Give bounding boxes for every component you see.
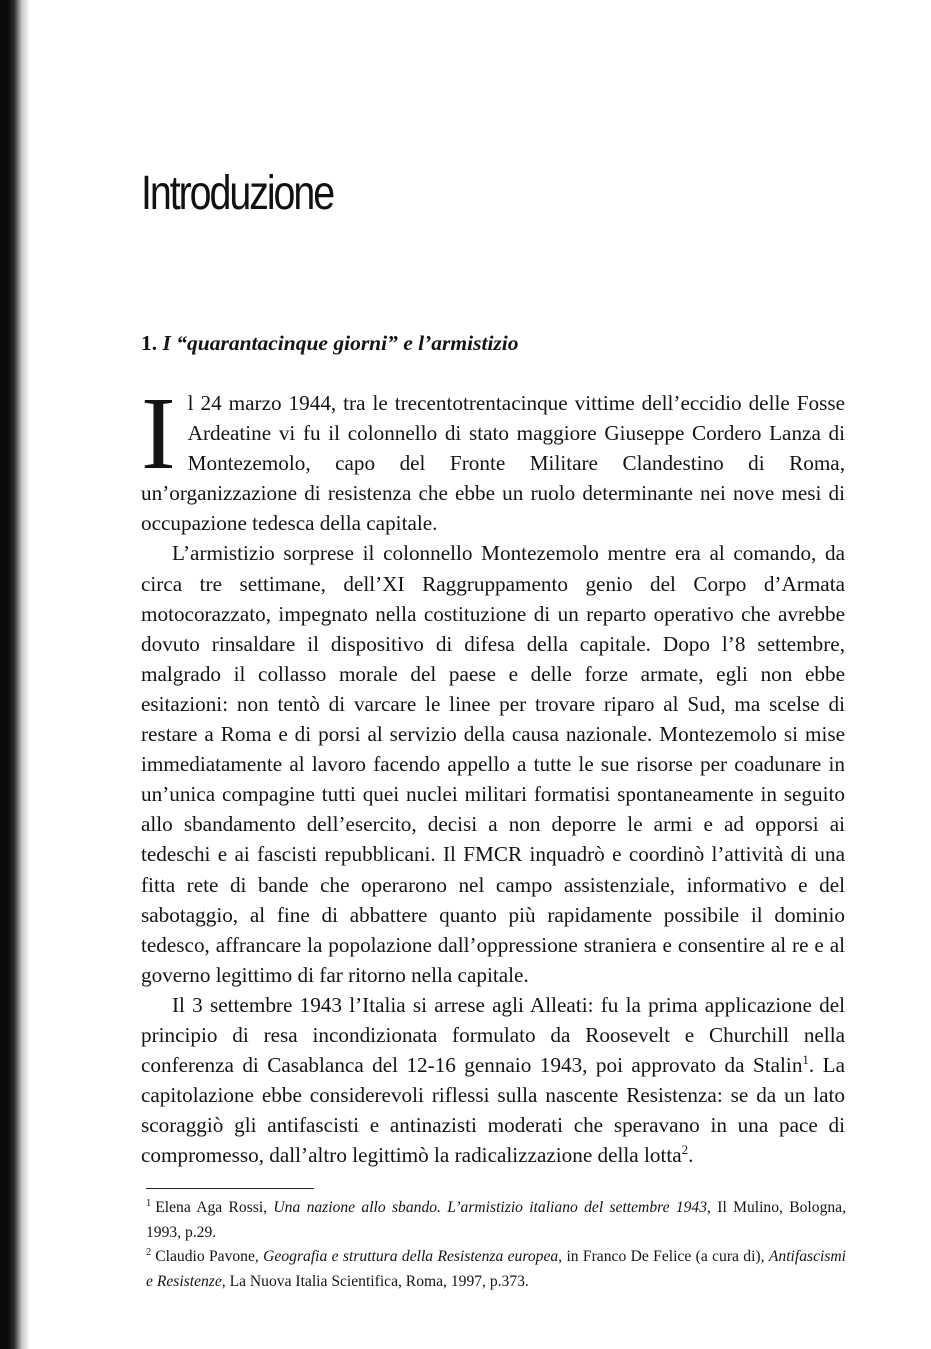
paragraph-text: . La capitolazione ebbe considerevoli riflessi sulla nascente Resistenza: se da un lato scoraggiò gli antifascisti e antinazisti moderati che speravano in una pace di compromesso, dall’altro legittimò la radicalizzazione della lotta — [141, 1053, 845, 1168]
book-gutter-edge — [0, 0, 30, 1349]
section-number: 1. — [141, 331, 158, 355]
paragraph-text: Il 3 settembre 1943 l’Italia si arrese agli Alleati: fu la prima applicazione del principio di resa incondizionata formulato da Roosevelt e Churchill nella conferenza di Casablanca del 12-16 gennaio 1943, poi approvato da Stalin — [141, 992, 845, 1078]
footnote — [146, 1196, 846, 1245]
footnote-book-title: Una nazione allo sbando. L’armistizio italiano del settembre 1943 — [273, 1199, 708, 1216]
drop-cap: I — [141, 376, 176, 491]
section-heading — [141, 331, 519, 357]
paragraph-text: l 24 marzo 1944, tra le trecentotrentacinque vittime dell’eccidio delle Fosse Ardeatine vi fu il colonnello di stato maggiore Giuseppe Cordero Lanza di Montezemolo, capo del Fronte Militare Clandestino di Roma, un’organizzazione di resistenza che ebbe un ruolo determinante nei nove mesi di occupazione tedesca della capitale. — [141, 391, 845, 536]
paragraph — [141, 538, 845, 989]
footnote-number: 1 — [146, 1197, 152, 1209]
footnote-number: 2 — [146, 1247, 152, 1258]
footnote-author: Elena Aga Rossi, — [155, 1199, 274, 1216]
footnote-editor: , in Franco De Felice (a cura di), — [558, 1248, 769, 1266]
footnotes — [146, 1196, 846, 1294]
paragraph — [141, 376, 845, 538]
paragraph-text: . — [688, 1143, 694, 1168]
footnote-author: Claudio Pavone, — [155, 1248, 264, 1266]
footnote-volume-title: Antifascismi e Resistenze — [146, 1248, 846, 1290]
footnote-ref[interactable]: 2 — [681, 1142, 689, 1158]
footnote-ref[interactable]: 1 — [802, 1052, 809, 1067]
section-title: I “quarantacinque giorni” e l’armistizio — [162, 331, 519, 355]
footnote-publisher: , Il Mulino, Bologna, 1993, p.29. — [146, 1199, 846, 1241]
paragraph-text: L’armistizio sorprese il colonnello Montezemolo mentre era al comando, da circa tre settimane, dell’XI Raggruppamento genio del Corpo d’Armata motocorazzato, impegnato nella costituzione di un reparto operativo che avrebbe dovuto rinsaldare il dispositivo di difesa della capitale. Dopo l’8 settembre, malgrado il collasso morale del paese e delle forze armate, egli non ebbe esitazioni: non tentò di varcare le linee per trovare riparo al Sud, ma scelse di restare a Roma e di porsi al servizio della causa nazionale. Montezemolo si mise immediatamente al lavoro facendo appello a tutte le sue risorse per coadunare in un’unica compagine tutti quei nuclei militari formatisi spontaneamente in seguito allo sbandamento dell’esercito, decisi a non deporre le armi e ad opporsi ai tedeschi e ai fascisti repubblicani. Il FMCR inquadrò e coordinò l’attività di una fitta rete di bande che operarono nel campo assistenziale, informativo e del sabotaggio, al fine di abbattere quanto più rapidamente possibile il dominio tedesco, affrancare la popolazione dall’oppressione straniera e consentire al re e al governo legittimo di far ritorno nella capitale. — [141, 541, 845, 987]
footnote — [146, 1245, 846, 1294]
body-text — [141, 376, 845, 1170]
chapter-title: Introduzione — [141, 167, 334, 220]
footnote-book-title: Geografia e struttura della Resistenza europea — [263, 1248, 559, 1266]
footnote-divider — [146, 1188, 314, 1189]
footnote-publisher: , La Nuova Italia Scientifica, Roma, 1997, p.373. — [221, 1272, 529, 1290]
paragraph — [141, 990, 845, 1171]
